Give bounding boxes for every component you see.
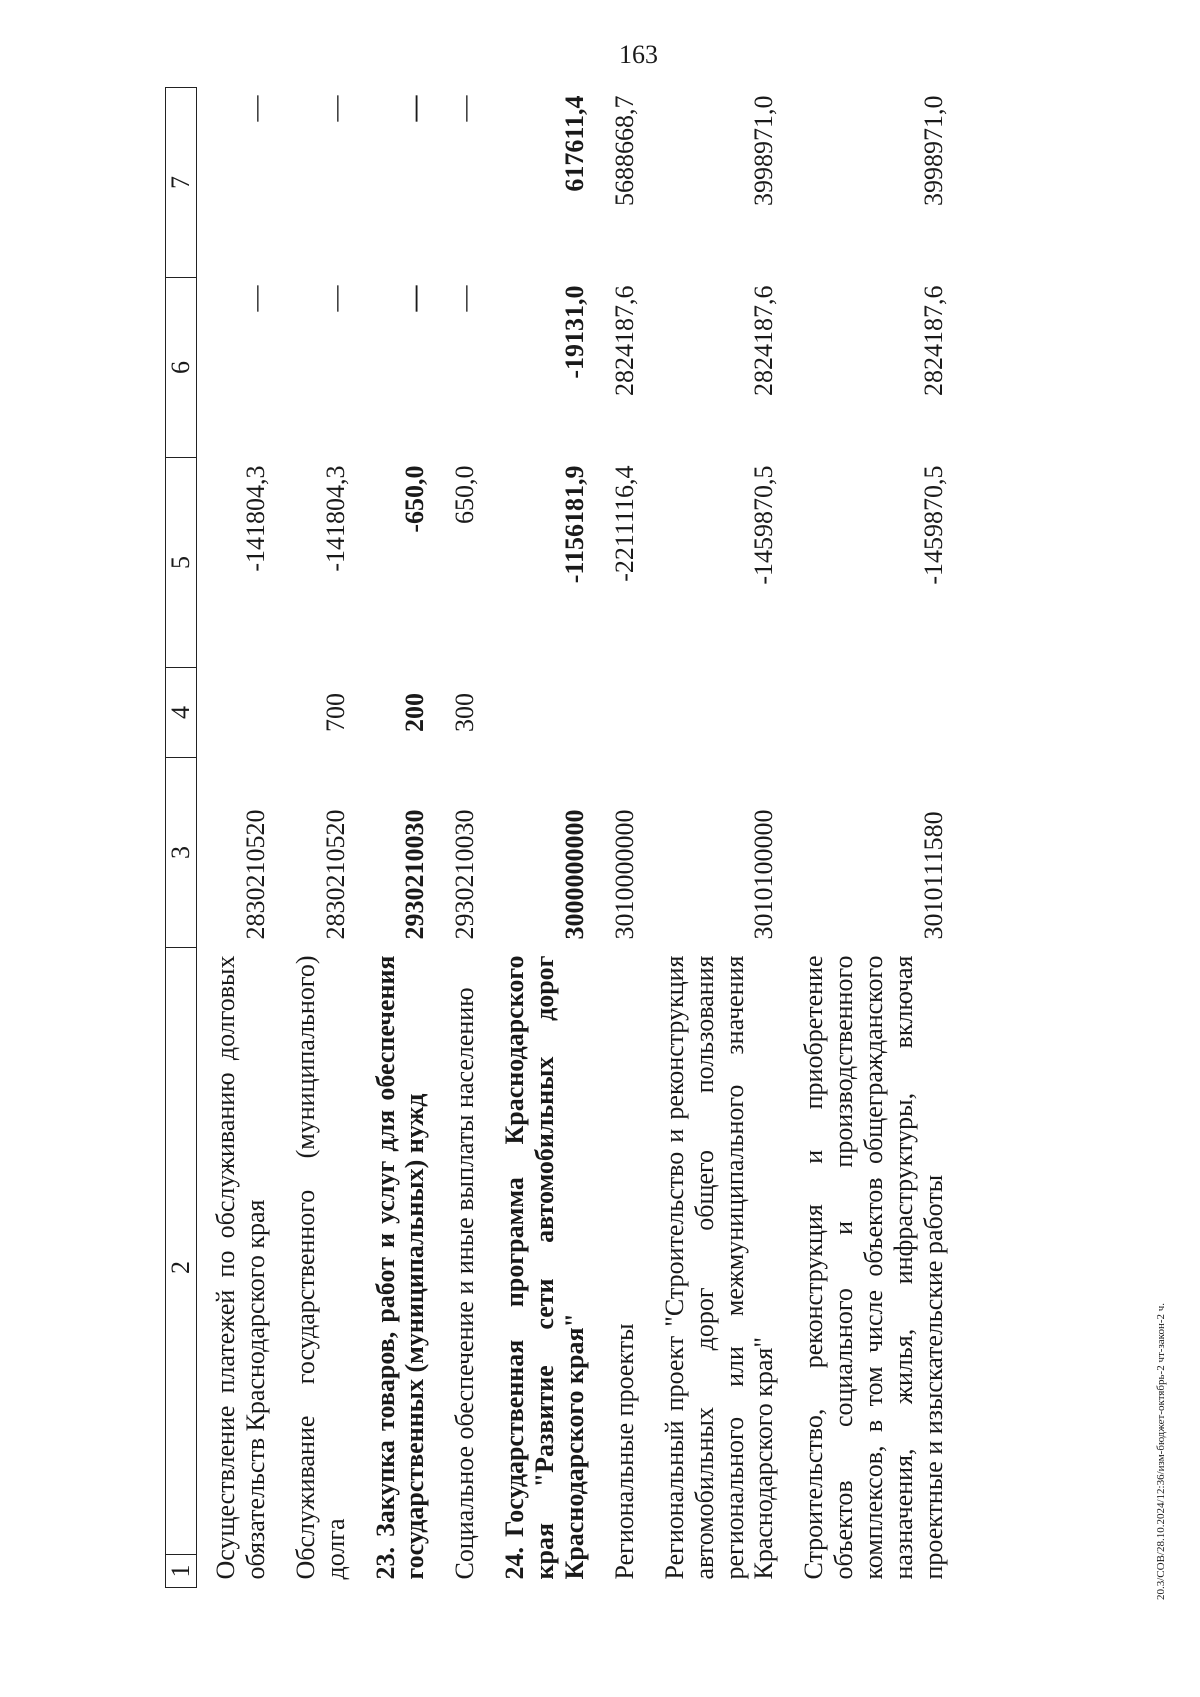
- row-name-text: Строительство, реконструкция и приобретение объектов социального и производственного комплексов, в том числе объектов общегражданского назначения, жилья, инфраструктуры, включая проектные и изыскательские работы: [799, 955, 948, 1580]
- rotated-table-wrapper: [165, 88, 1065, 1588]
- row-value-col6: —: [240, 285, 270, 312]
- row-value-col7: 5688668,7: [609, 95, 639, 206]
- row-name: [357, 948, 437, 1588]
- table-row: [646, 88, 786, 1588]
- row-name: [277, 948, 357, 1588]
- row-expense-type: [646, 668, 786, 758]
- row-code: 3010000000: [609, 809, 639, 940]
- row-value-col6: —: [450, 285, 480, 312]
- row-expense-type: 700: [320, 693, 350, 732]
- row-value-col6: —: [400, 285, 430, 312]
- row-name-text: Обслуживание государственного (муниципального) долга: [290, 955, 350, 1580]
- row-code: 2930210030: [400, 809, 430, 940]
- page-number: 163: [619, 40, 658, 69]
- row-value-col5: -650,0: [400, 465, 430, 533]
- row-name-text: Закупка товаров, работ и услуг для обеспечения государственных (муниципальных) нужд: [370, 955, 430, 1580]
- row-number: 23.: [370, 1547, 400, 1580]
- row-name-text: Региональные проекты: [609, 1323, 639, 1580]
- row-expense-type: 300: [450, 693, 480, 732]
- row-value-col6: 2824187,6: [749, 285, 779, 396]
- row-name: [486, 948, 596, 1588]
- row-expense-type: 200: [400, 693, 430, 732]
- header-col-6: 6: [166, 278, 197, 458]
- row-value-col6: -19131,0: [560, 285, 590, 379]
- row-value-col6: 2824187,6: [918, 285, 948, 396]
- row-value-col5: 650,0: [450, 465, 480, 524]
- row-name-text: Государственная программа Краснодарского края "Развитие сети автомобильных дорог Краснодарского края": [500, 955, 590, 1580]
- row-code: 2830210520: [320, 809, 350, 940]
- table-row: [197, 88, 277, 1588]
- row-value-col5: -1459870,5: [749, 465, 779, 585]
- row-expense-type: [596, 668, 646, 758]
- row-value-col5: -141804,3: [320, 465, 350, 572]
- row-value-col7: —: [240, 95, 270, 122]
- row-code: 3010111580: [918, 811, 948, 940]
- table-body: [197, 88, 955, 1588]
- header-col-4: 4: [166, 668, 197, 758]
- row-name-text: Региональный проект "Строительство и реконструкция автомобильных дорог общего пользования регионального или межмуниципального значения Краснодарского края": [659, 955, 779, 1580]
- row-expense-type: [197, 668, 277, 758]
- row-value-col6: —: [320, 285, 350, 312]
- row-code: 3010100000: [749, 809, 779, 940]
- table-row: [596, 88, 646, 1588]
- row-name-text: Социальное обеспечение и иные выплаты населению: [450, 987, 480, 1580]
- budget-table: [165, 87, 955, 1588]
- row-code: 3000000000: [560, 809, 590, 940]
- header-col-3: 3: [166, 758, 197, 948]
- table-row: [785, 88, 954, 1588]
- table-row: [277, 88, 357, 1588]
- row-code: 2830210520: [240, 809, 270, 940]
- table-row: [436, 88, 486, 1588]
- row-name: [785, 948, 954, 1588]
- row-value-col7: 3998971,0: [918, 95, 948, 206]
- row-expense-type: [486, 668, 596, 758]
- row-expense-type: [785, 668, 954, 758]
- table-row: [486, 88, 596, 1588]
- footer-stamp: 20.3/СОВ/28.10.2024/12:36/изм-бюджет-октябрь-2 чт-закон-2 ч.: [1155, 1302, 1167, 1600]
- row-value-col7: —: [450, 95, 480, 122]
- row-name: [646, 948, 786, 1588]
- row-value-col7: 3998971,0: [749, 95, 779, 206]
- header-col-5: 5: [166, 458, 197, 668]
- row-value-col5: -1459870,5: [918, 465, 948, 585]
- row-name: [197, 948, 277, 1588]
- row-value-col7: —: [320, 95, 350, 122]
- row-value-col5: -2211116,4: [609, 465, 639, 582]
- row-value-col5: -1156181,9: [560, 465, 590, 584]
- row-value-col7: —: [400, 95, 430, 122]
- row-name: [596, 948, 646, 1588]
- header-col-2: 1 2: [166, 948, 197, 1588]
- header-row: [166, 88, 197, 1588]
- row-name-text: Осуществление платежей по обслуживанию долговых обязательств Краснодарского края: [211, 955, 270, 1580]
- table-row: [357, 88, 437, 1588]
- row-name: [436, 948, 486, 1588]
- row-value-col7: 617611,4: [560, 95, 590, 192]
- row-value-col6: 2824187,6: [609, 285, 639, 396]
- header-col-7: 7: [166, 88, 197, 278]
- row-number: 24.: [500, 1547, 530, 1580]
- header-col-1: 1: [166, 1554, 196, 1587]
- row-code: 2930210030: [450, 809, 480, 940]
- row-value-col5: -141804,3: [240, 465, 270, 572]
